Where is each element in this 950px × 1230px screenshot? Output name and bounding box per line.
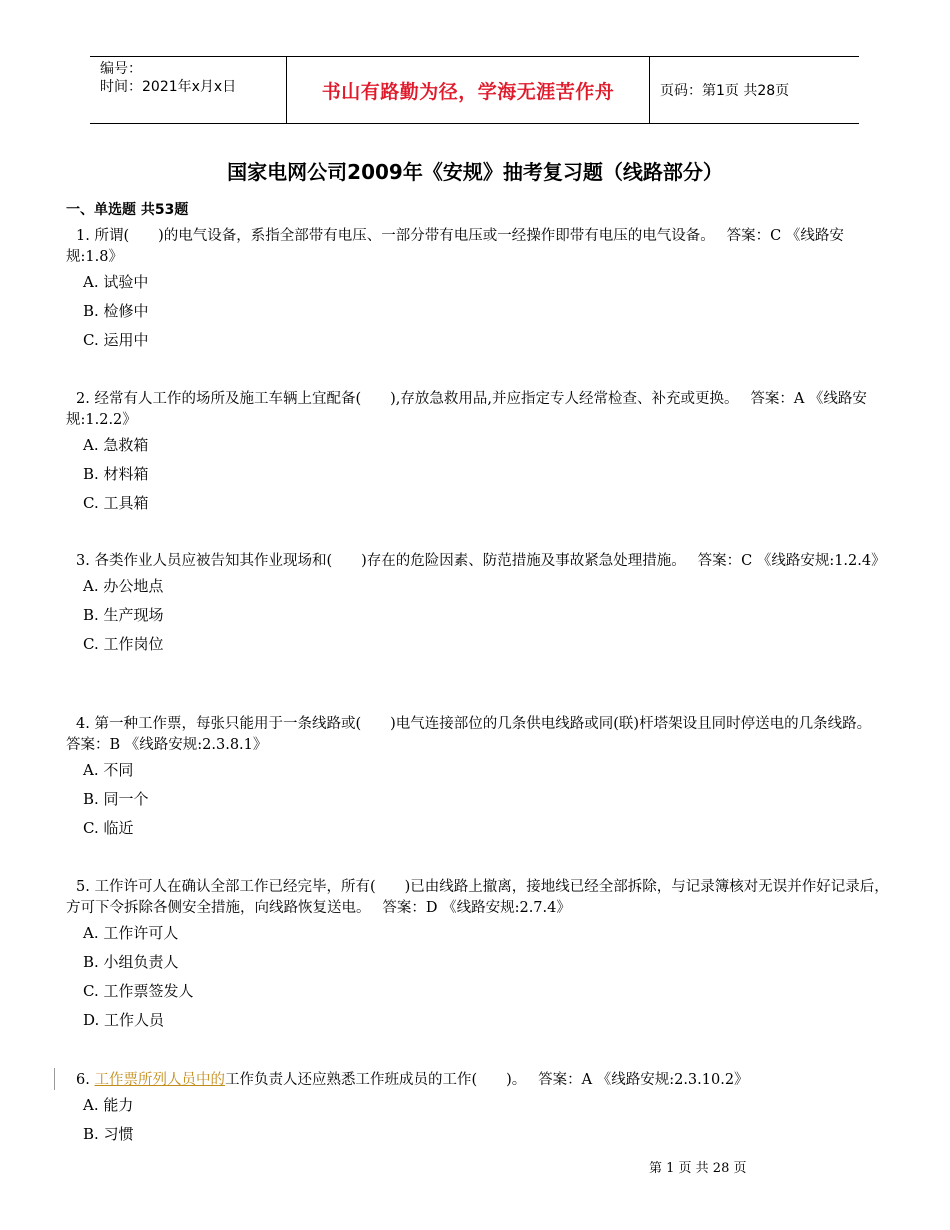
header-page-cell xyxy=(650,57,859,123)
page-info: 页码：第1页 共28页 xyxy=(660,83,790,99)
question-2 xyxy=(66,389,891,518)
option-a: A. 不同 xyxy=(83,761,134,779)
option-c: C. 临近 xyxy=(83,819,134,837)
question-3 xyxy=(66,551,891,659)
option-a: A. 试验中 xyxy=(83,273,149,291)
option-c: C. 工作岗位 xyxy=(83,635,164,653)
stem-prefix: 6. xyxy=(76,1072,95,1088)
section-title: 一、单选题 共53题 xyxy=(66,202,189,218)
option-b: B. 检修中 xyxy=(83,302,149,320)
option-b: B. 小组负责人 xyxy=(83,953,179,971)
header-motto-cell xyxy=(287,57,650,123)
option-b: B. 习惯 xyxy=(83,1125,134,1143)
option-d: D. 工作人员 xyxy=(83,1011,165,1029)
option-c: C. 工具箱 xyxy=(83,494,149,512)
option-c: C. 工作票签发人 xyxy=(83,982,194,1000)
question-6 xyxy=(66,1070,891,1149)
time-label: 时间：2021年x月x日 xyxy=(100,79,237,95)
question-1 xyxy=(66,226,891,355)
document-title: 国家电网公司2009年《安规》抽考复习题（线路部分） xyxy=(227,160,723,184)
document-header xyxy=(90,56,859,124)
question-stem: 1. 所谓( )的电气设备，系指全部带有电压、一部分带有电压或一经操作即带有电压的电气设备。 答案：C 《线路安规:1.8》 xyxy=(66,228,844,265)
question-5 xyxy=(66,877,891,1035)
question-stem: 4. 第一种工作票，每张只能用于一条线路或( )电气连接部位的几条供电线路或同(联)杆塔架设且同时停送电的几条线路。 答案：B 《线路安规:2.3.8.1》 xyxy=(66,716,883,753)
option-b: B. 材料箱 xyxy=(83,465,149,483)
motto: 书山有路勤为径，学海无涯苦作舟 xyxy=(321,80,615,103)
tracked-change-text: 工作票所列人员中的 xyxy=(94,1072,225,1088)
question-stem: 2. 经常有人工作的场所及施工车辆上宜配备( ),存放急救用品,并应指定专人经常检查、补充或更换。 答案：A 《线路安规:1.2.2》 xyxy=(66,391,867,428)
question-4 xyxy=(66,714,891,843)
option-a: A. 能力 xyxy=(83,1096,134,1114)
option-b: B. 同一个 xyxy=(83,790,149,808)
number-label: 编号： xyxy=(100,61,142,77)
question-stem: 5. 工作许可人在确认全部工作已经完毕，所有( )已由线路上撤离，接地线已经全部拆除，与记录簿核对无误并作好记录后，方可下令拆除各侧安全措施，向线路恢复送电。 答案：D 《线路安规:2.7.4》 xyxy=(66,879,889,916)
stem-rest: 工作负责人还应熟悉工作班成员的工作( )。 答案：A 《线路安规:2.3.10.2》 xyxy=(224,1072,749,1088)
page-footer: 第 1 页 共 28 页 xyxy=(649,1161,747,1176)
header-meta xyxy=(90,57,287,123)
option-b: B. 生产现场 xyxy=(83,606,164,624)
option-a: A. 急救箱 xyxy=(83,436,149,454)
revision-change-bar xyxy=(54,1068,55,1090)
option-c: C. 运用中 xyxy=(83,331,149,349)
option-a: A. 办公地点 xyxy=(83,577,164,595)
question-stem xyxy=(66,1070,891,1091)
question-stem: 3. 各类作业人员应被告知其作业现场和( )存在的危险因素、防范措施及事故紧急处理措施。 答案：C 《线路安规:1.2.4》 xyxy=(76,553,886,569)
option-a: A. 工作许可人 xyxy=(83,924,179,942)
